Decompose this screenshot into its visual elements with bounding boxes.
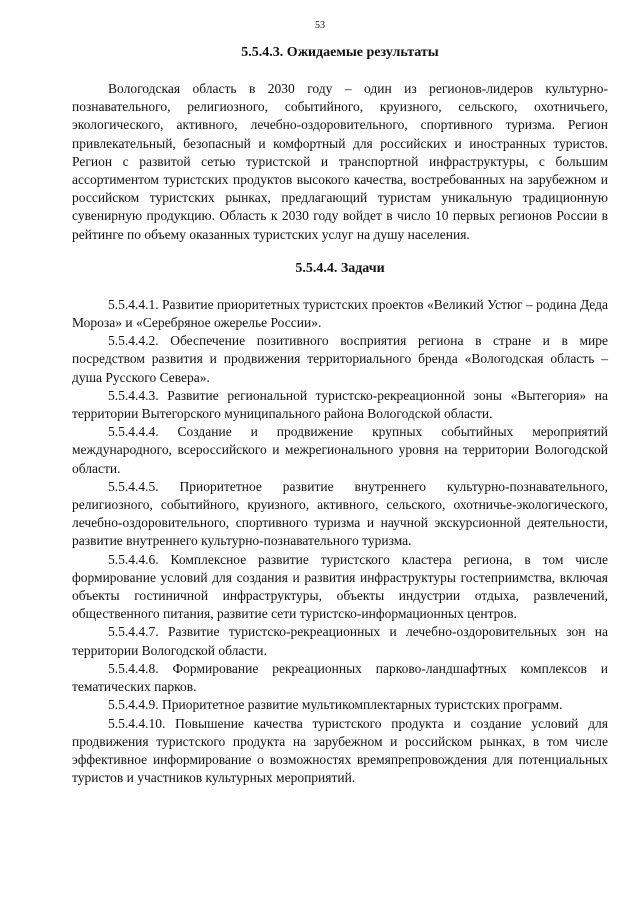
page-number: 53: [315, 20, 325, 31]
tasks-list: [72, 296, 608, 787]
task-item-10: 5.5.4.4.10. Повышение качества туристского продукта и создание условий для продвижения туристского продукта на зарубежном и российском рынках, в том числе эффективное информирование о возможностях времяпрепровождения для потенциальных туристов и участников культурных мероприятий.: [72, 715, 608, 786]
section-heading-expected-results: 5.5.4.3. Ожидаемые результаты: [241, 45, 439, 60]
task-item-2: 5.5.4.4.2. Обеспечение позитивного восприятия региона в стране и в мире посредством развития и продвижения территориального бренда «Вологодская область – душа Русского Севера».: [72, 333, 608, 385]
task-item-1: 5.5.4.4.1. Развитие приоритетных туристских проектов «Великий Устюг – родина Деда Мороза» и «Серебряное ожерелье России».: [72, 296, 608, 331]
task-item-4: 5.5.4.4.4. Создание и продвижение крупных событийных мероприятий международного, всероссийского и межрегионального уровня на территории Вологодской области.: [72, 424, 608, 476]
task-item-6: 5.5.4.4.6. Комплексное развитие туристского кластера региона, в том числе формирование условий для создания и развития инфраструктуры гостеприимства, включая объекты гостиничной инфраструктуры, объекты индустрии отдыха, развлечений, общественного питания, развитие сети туристско-информационных центров.: [72, 551, 608, 622]
task-item-3: 5.5.4.4.3. Развитие региональной туристско-рекреационной зоны «Вытегория» на территории Вытегорского муниципального района Вологодской области.: [72, 387, 608, 422]
task-item-8: 5.5.4.4.8. Формирование рекреационных парково-ландшафтных комплексов и тематических парков.: [72, 660, 608, 695]
task-item-9: 5.5.4.4.9. Приоритетное развитие мультикомплектарных туристских программ.: [108, 697, 563, 713]
task-item-5: 5.5.4.4.5. Приоритетное развитие внутреннего культурно-познавательного, религиозного, событийного, круизного, активного, сельского, охотничье-экологического, лечебно-оздоровительного, спортивного туризма и научной экскурсионной деятельности, развитие внутреннего культурно-познавательного туризма.: [72, 478, 608, 549]
task-item-7: 5.5.4.4.7. Развитие туристско-рекреационных и лечебно-оздоровительных зон на территории Вологодской области.: [72, 624, 608, 658]
expected-results-paragraph: Вологодская область в 2030 году – один из регионов-лидеров культурно-познавательного, религиозного, событийного, круизного, сельского, охотничьего, экологического, активного, лечебно-оздоровительного, спортивного туризма. Регион привлекательный, безопасный и комфортный для российских и иностранных туристов. Регион с развитой сетью туристской и транспортной инфраструктуры, с большим ассортиментом туристских продуктов высокого качества, востребованных на зарубежном и российском туристских рынках, предлагающий туристам уникальную традиционную сувенирную продукцию. Область к 2030 году войдет в число 10 первых регионов России в рейтинге по объему оказанных туристских услуг на душу населения.: [72, 81, 608, 242]
page-content: [72, 44, 608, 787]
section-heading-tasks: 5.5.4.4. Задачи: [295, 260, 385, 276]
